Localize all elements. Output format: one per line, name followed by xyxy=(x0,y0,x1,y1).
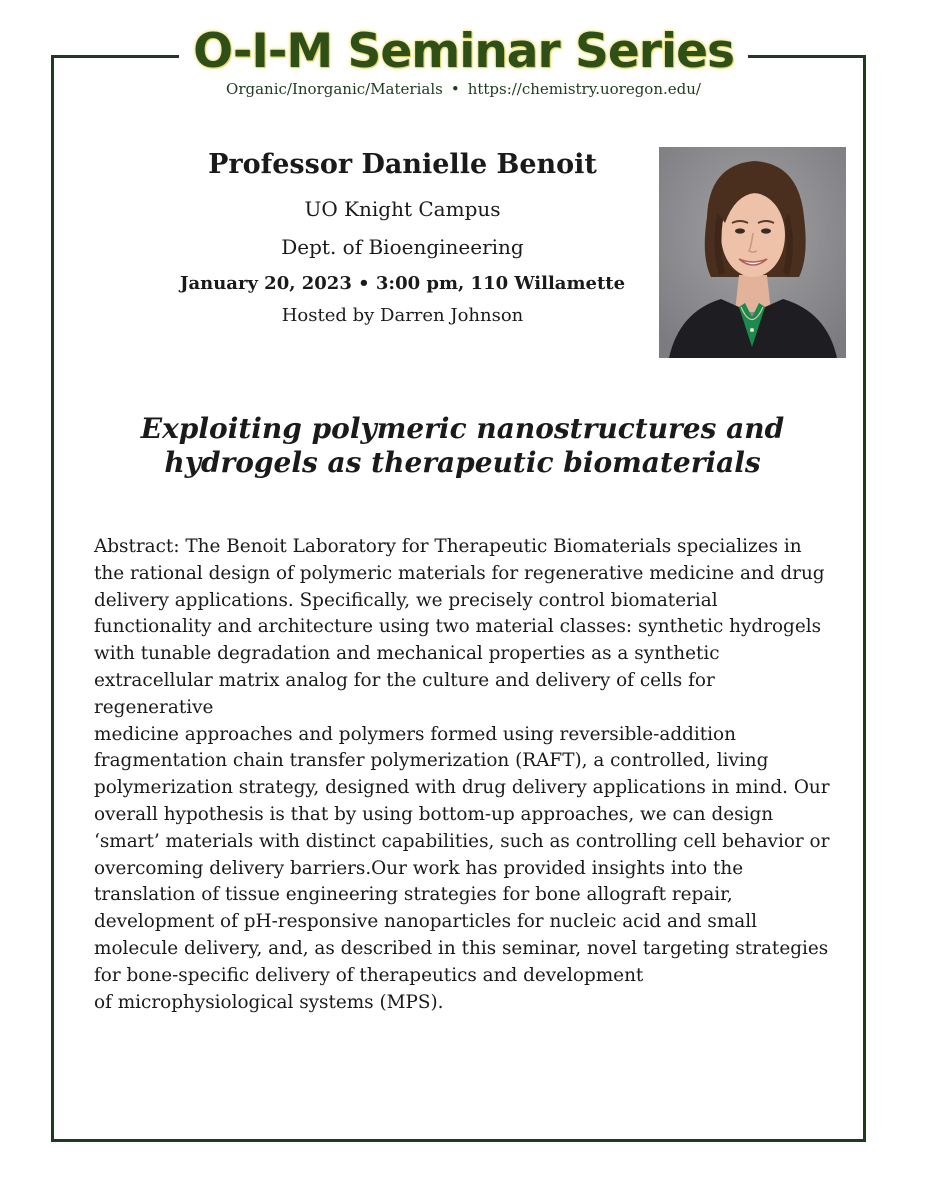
series-title xyxy=(0,22,927,82)
abstract-line: Abstract: The Benoit Laboratory for Therapeutic Biomaterials specializes in xyxy=(94,536,802,557)
abstract-line: of microphysiological systems (MPS). xyxy=(94,991,444,1013)
abstract-line: translation of tissue engineering strategies for bone allograft repair, xyxy=(94,884,733,906)
speaker-info xyxy=(140,148,665,328)
seminar-date-time-location: January 20, 2023 • 3:00 pm, 110 Willamette xyxy=(179,273,626,294)
speaker-name: Professor Danielle Benoit xyxy=(208,149,597,180)
series-subtitle xyxy=(0,80,927,98)
talk-title-line: Exploiting polymeric nanostructures and xyxy=(140,412,785,445)
subtitle-bullet: • xyxy=(450,80,460,98)
seminar-host: Hosted by Darren Johnson xyxy=(281,305,524,326)
abstract-line: ‘smart’ materials with distinct capabilities, such as controlling cell behavior or xyxy=(94,830,830,852)
abstract-line: overcoming delivery barriers.Our work has provided insights into the xyxy=(94,857,744,879)
abstract-line: development of pH-responsive nanoparticles for nucleic acid and small xyxy=(94,911,758,933)
speaker-portrait-illustration xyxy=(659,147,846,358)
abstract-line: functionality and architecture using two material classes: synthetic hydrogels xyxy=(94,616,822,638)
abstract xyxy=(94,534,834,1016)
abstract-line: medicine approaches and polymers formed using reversible-addition xyxy=(94,723,736,745)
series-title-text: O-I-M Seminar Series xyxy=(179,22,748,82)
abstract-line: fragmentation chain transfer polymerization (RAFT), a controlled, living xyxy=(94,750,769,772)
subtitle-topics: Organic/Inorganic/Materials xyxy=(226,80,443,98)
talk-title-line: hydrogels as therapeutic biomaterials xyxy=(164,446,761,479)
abstract-line: for bone-specific delivery of therapeutics and development xyxy=(94,964,644,986)
department-link[interactable]: https://chemistry.uoregon.edu/ xyxy=(467,80,701,98)
speaker-affiliation-campus: UO Knight Campus xyxy=(304,197,501,221)
abstract-line: the rational design of polymeric materials for regenerative medicine and drug xyxy=(94,562,825,584)
talk-title xyxy=(80,412,845,480)
abstract-line: with tunable degradation and mechanical properties as a synthetic xyxy=(94,643,720,665)
speaker-affiliation-dept: Dept. of Bioengineering xyxy=(281,235,524,259)
abstract-line: delivery applications. Specifically, we precisely control biomaterial xyxy=(94,589,718,611)
speaker-photo xyxy=(659,147,846,358)
abstract-line: molecule delivery, and, as described in this seminar, novel targeting strategies xyxy=(94,937,829,959)
abstract-line: polymerization strategy, designed with drug delivery applications in mind. Our xyxy=(94,777,830,799)
abstract-line: overall hypothesis is that by using bottom-up approaches, we can design xyxy=(94,803,774,825)
abstract-line: extracellular matrix analog for the culture and delivery of cells for regenerative xyxy=(94,669,715,718)
